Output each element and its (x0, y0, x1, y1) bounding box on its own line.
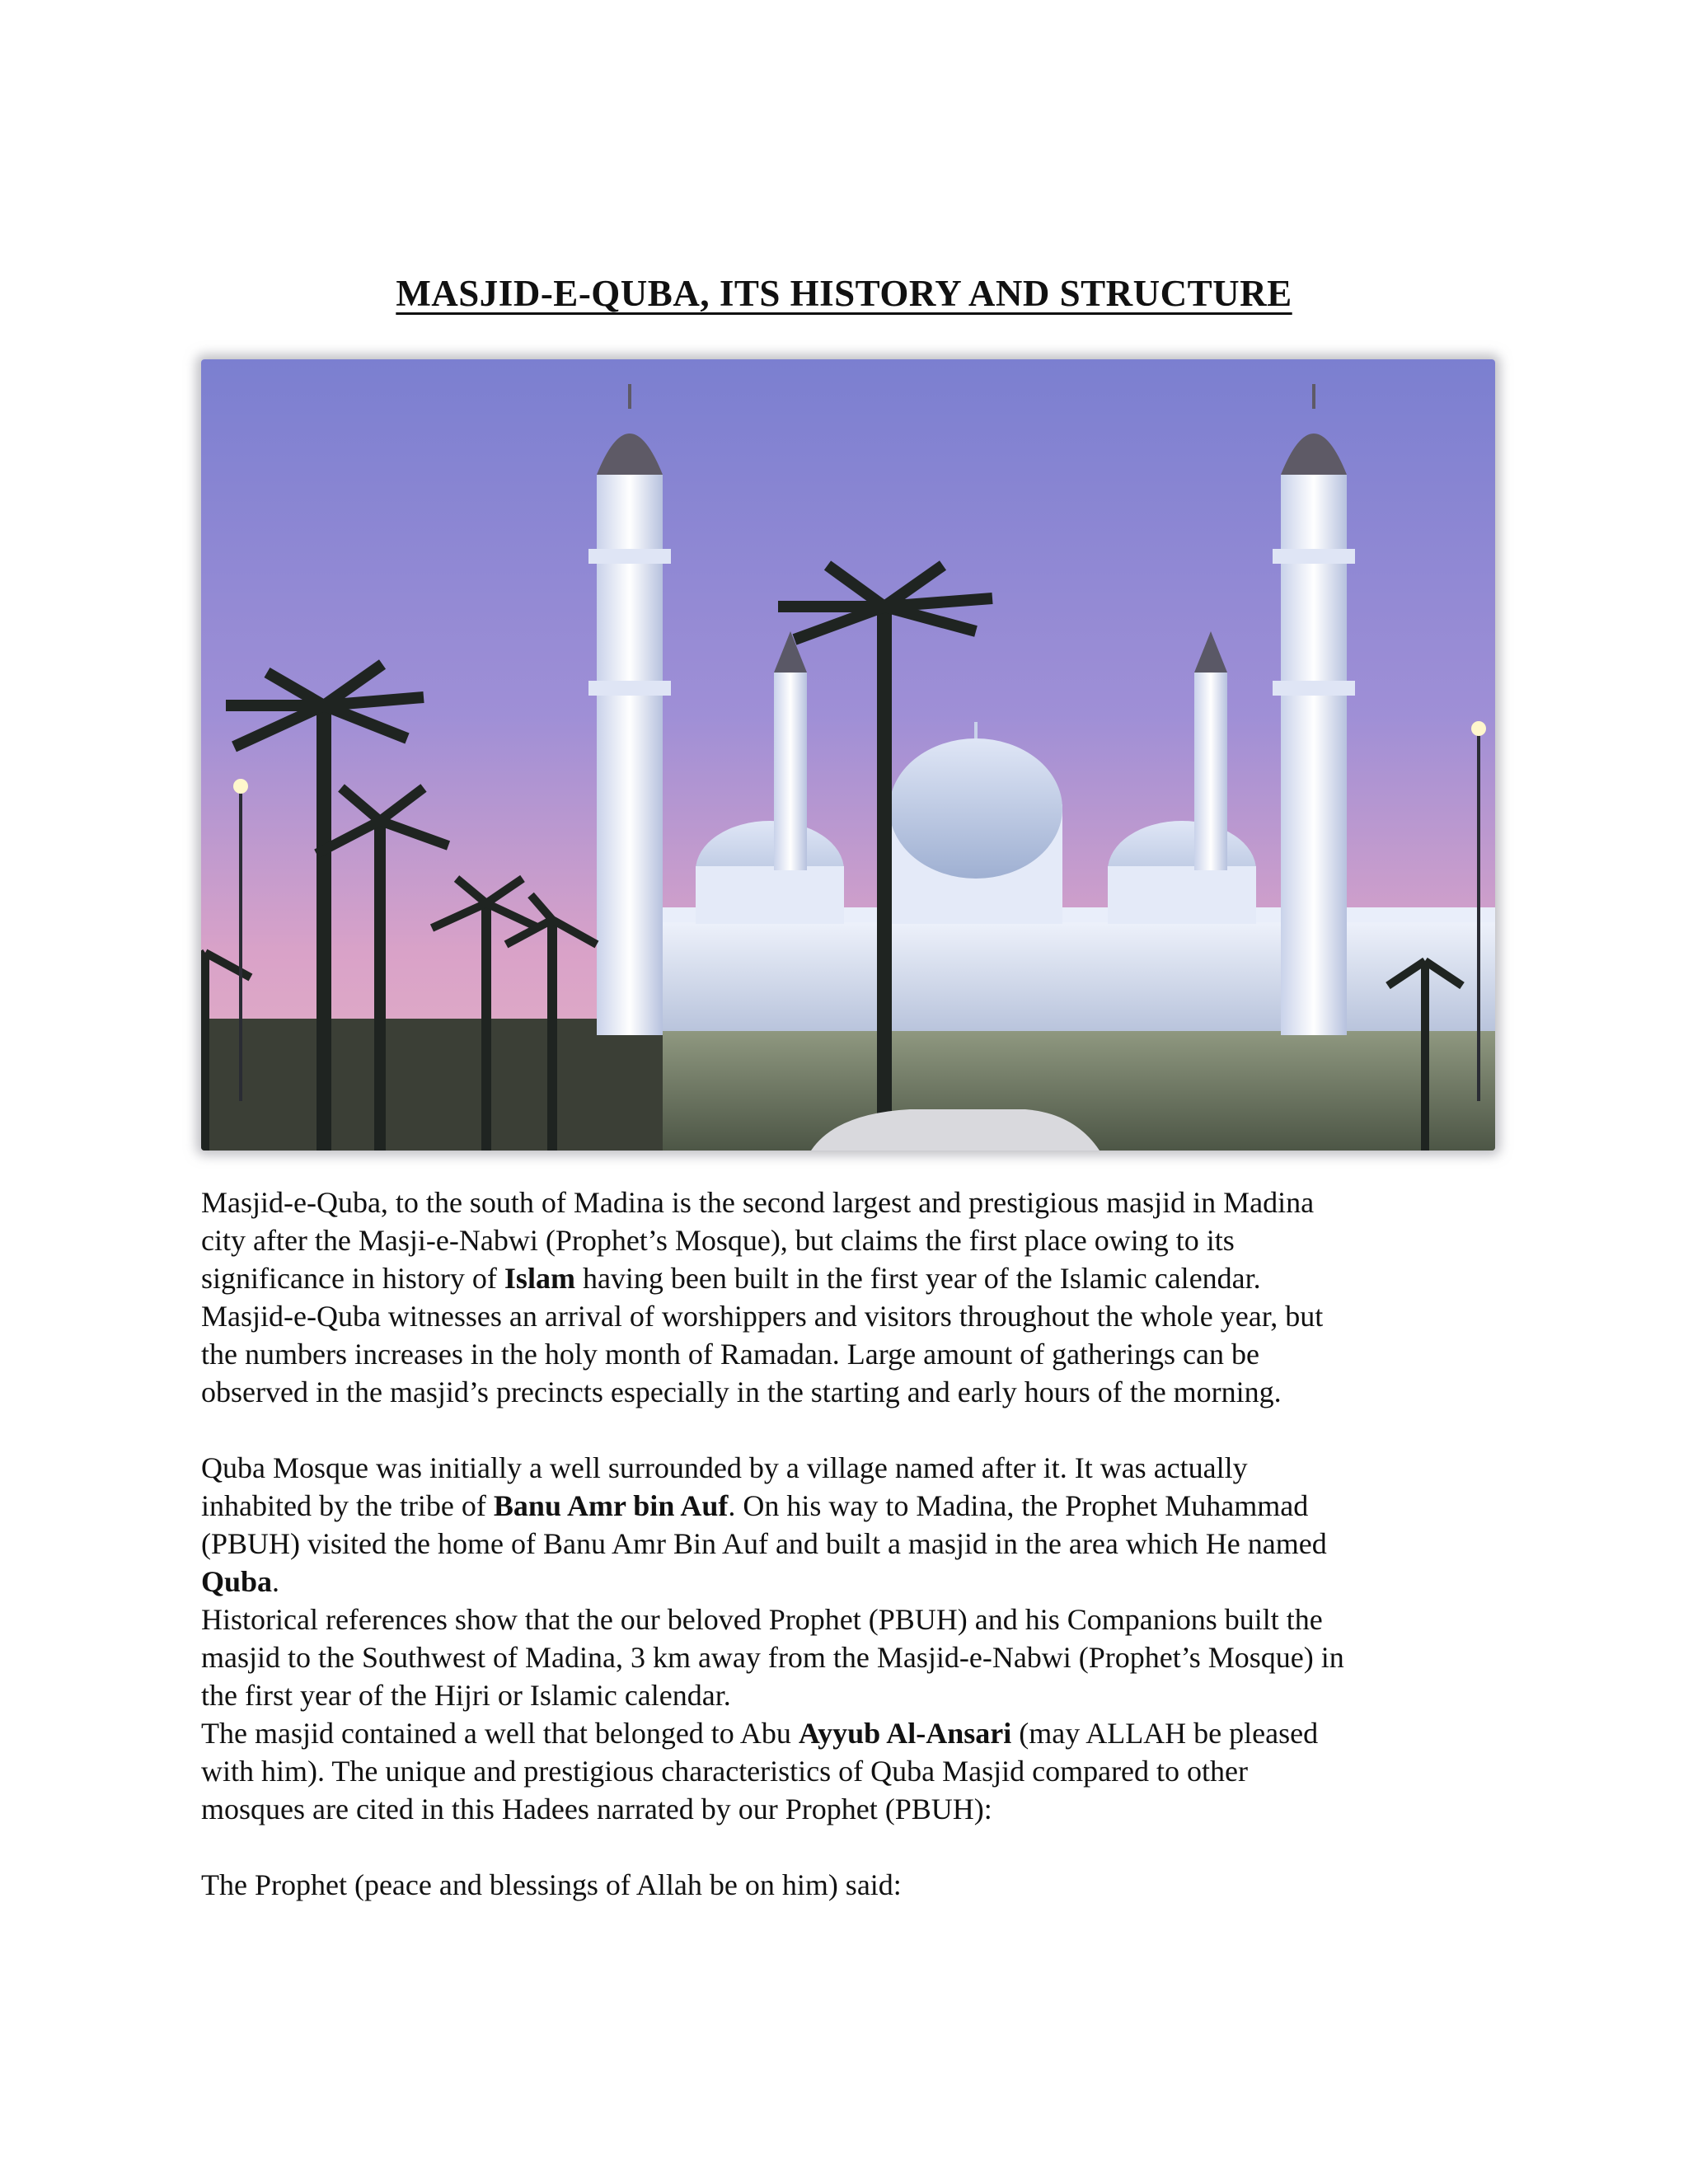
paragraph-3 (201, 1601, 1503, 1714)
paragraph-gap (201, 1411, 1503, 1449)
text-line: The Prophet (peace and blessings of Allah be on him) said: (201, 1868, 902, 1901)
text-line: Quba Mosque was initially a well surrounded by a village named after it. It was actually (201, 1451, 1248, 1484)
text-line: the first year of the Hijri or Islamic calendar. (201, 1679, 731, 1712)
text-line (201, 1487, 1503, 1525)
document-title: MASJID-E-QUBA, ITS HISTORY AND STRUCTURE (396, 273, 1292, 314)
text-line: Historical references show that the our beloved Prophet (PBUH) and his Companions built the (201, 1603, 1323, 1636)
paragraph-4 (201, 1714, 1503, 1828)
text-span: significance in history of (201, 1262, 504, 1295)
main-dome (889, 738, 1062, 879)
text-line: (PBUH) visited the home of Banu Amr Bin Auf and built a masjid in the area which He named (201, 1527, 1327, 1560)
text-span: inhabited by the tribe of (201, 1489, 494, 1522)
tall-minaret-left (588, 384, 671, 1035)
text-span: . (272, 1565, 280, 1598)
text-line (201, 1259, 1503, 1297)
mosque-photo (201, 359, 1495, 1151)
text-line: city after the Masji-e-Nabwi (Prophet’s Mosque), but claims the first place owing to its (201, 1224, 1235, 1257)
text-line: the numbers increases in the holy month of Ramadan. Large amount of gatherings can be (201, 1338, 1259, 1371)
text-line (201, 1714, 1503, 1752)
bold-term: Ayyub Al-Ansari (798, 1717, 1012, 1750)
text-line: observed in the masjid’s precincts especially in the starting and early hours of the morning. (201, 1376, 1282, 1408)
tall-minaret-right (1273, 384, 1355, 1035)
bold-term: Banu Amr bin Auf (493, 1489, 729, 1522)
paragraph-2 (201, 1449, 1503, 1601)
text-line: Masjid-e-Quba, to the south of Madina is the second largest and prestigious masjid in Madina (201, 1186, 1315, 1219)
body-text (201, 1183, 1503, 1904)
small-minaret-left (774, 631, 807, 870)
paragraph-5 (201, 1866, 1503, 1904)
text-line: mosques are cited in this Hadees narrated by our Prophet (PBUH): (201, 1793, 992, 1825)
bold-term: Islam (504, 1262, 575, 1295)
bold-term: Quba (201, 1565, 273, 1598)
small-minaret-right (1194, 631, 1227, 870)
paragraph-1 (201, 1183, 1503, 1411)
text-line (201, 1563, 1503, 1601)
text-span: having been built in the first year of the Islamic calendar. (574, 1262, 1261, 1295)
text-line: with him). The unique and prestigious characteristics of Quba Masjid compared to other (201, 1755, 1249, 1788)
text-span: The masjid contained a well that belonged to Abu (201, 1717, 799, 1750)
text-span: . On his way to Madina, the Prophet Muhammad (728, 1489, 1309, 1522)
text-line: Masjid-e-Quba witnesses an arrival of worshippers and visitors throughout the whole year, but (201, 1300, 1324, 1333)
text-line: masjid to the Southwest of Madina, 3 km away from the Masjid-e-Nabwi (Prophet’s Mosque) in (201, 1641, 1344, 1674)
paragraph-gap (201, 1828, 1503, 1866)
text-span: (may ALLAH be pleased (1011, 1717, 1319, 1750)
mosque-wall (663, 920, 1495, 1031)
